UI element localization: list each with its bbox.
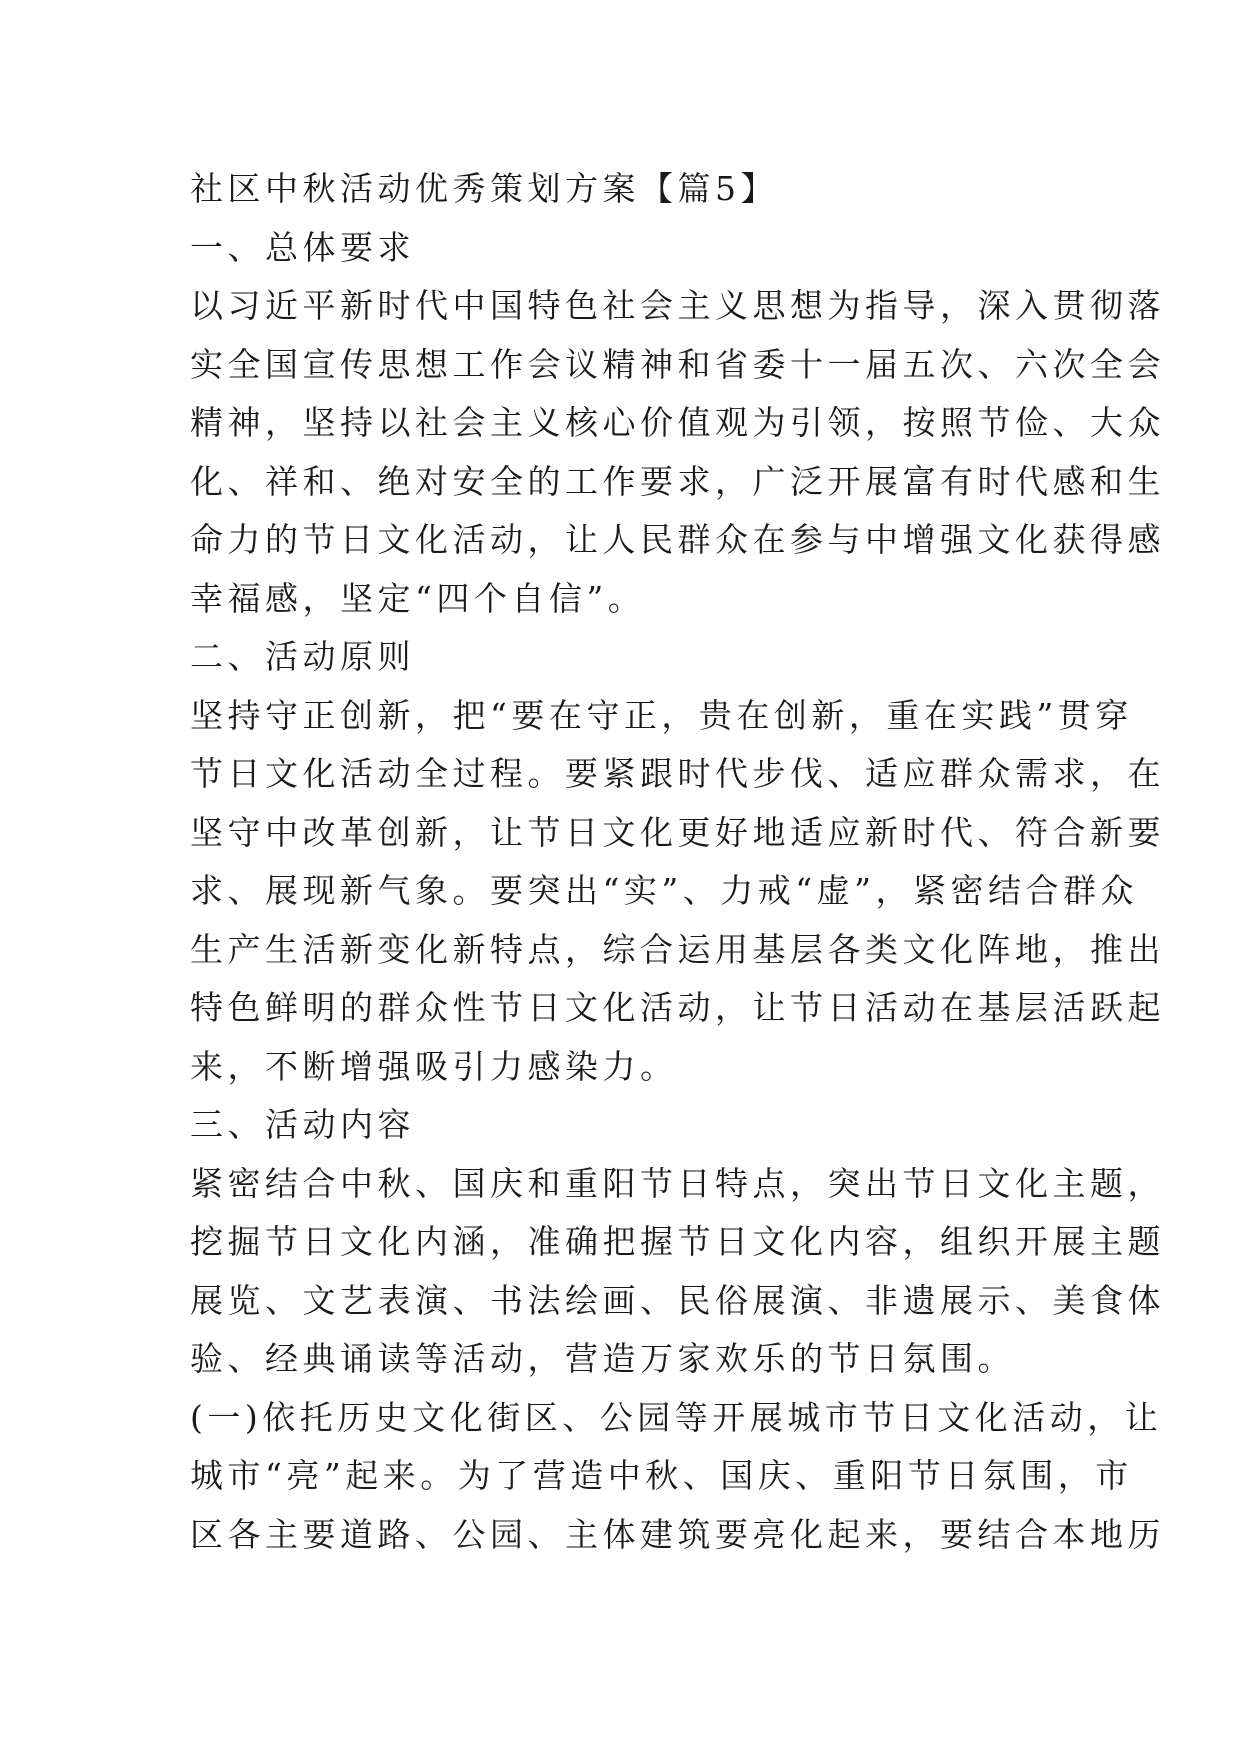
paragraph-line: 精神，坚持以社会主义核心价值观为引领，按照节俭、大众 (190, 403, 1165, 442)
section-heading-1: 一、总体要求 (190, 227, 415, 267)
paragraph-line: 命力的节日文化活动，让人民群众在参与中增强文化获得感 (190, 520, 1165, 559)
paragraph-line: 挖掘节日文化内涵，准确把握节日文化内容，组织开展主题 (190, 1222, 1165, 1261)
paragraph-line: 生产生活新变化新特点，综合运用基层各类文化阵地，推出 (190, 929, 1165, 969)
paragraph-line: (一)依托历史文化街区、公园等开展城市节日文化活动，让 (190, 1397, 1163, 1437)
paragraph-line: 城市“亮”起来。为了营造中秋、国庆、重阳节日氛围，市 (190, 1456, 1133, 1495)
paragraph-line: 幸福感，坚定“四个自信”。 (190, 578, 646, 618)
paragraph-line: 区各主要道路、公园、主体建筑要亮化起来，要结合本地历 (190, 1514, 1165, 1554)
paragraph-line: 化、祥和、绝对安全的工作要求，广泛开展富有时代感和生 (190, 461, 1165, 501)
paragraph-line: 实全国宣传思想工作会议精神和省委十一届五次、六次全会 (190, 344, 1165, 384)
paragraph-line: 来，不断增强吸引力感染力。 (190, 1046, 678, 1086)
paragraph-line: 展览、文艺表演、书法绘画、民俗展演、非遗展示、美食体 (190, 1280, 1165, 1320)
paragraph-line: 验、经典诵读等活动，营造万家欢乐的节日氛围。 (190, 1339, 1015, 1378)
paragraph-line: 以习近平新时代中国特色社会主义思想为指导，深入贯彻落 (190, 286, 1165, 325)
document-title: 社区中秋活动优秀策划方案【篇5】 (190, 169, 778, 208)
paragraph-line: 坚守中改革创新，让节日文化更好地适应新时代、符合新要 (190, 812, 1165, 852)
document-body (190, 160, 1165, 1564)
paragraph-line: 特色鲜明的群众性节日文化活动，让节日活动在基层活跃起 (190, 988, 1165, 1027)
paragraph-line: 紧密结合中秋、国庆和重阳节日特点，突出节日文化主题， (190, 1163, 1165, 1203)
paragraph-line: 节日文化活动全过程。要紧跟时代步伐、适应群众需求，在 (190, 754, 1165, 793)
section-heading-3: 三、活动内容 (190, 1105, 415, 1144)
paragraph-line: 求、展现新气象。要突出“实”、力戒“虚”，紧密结合群众 (190, 871, 1138, 910)
section-heading-2: 二、活动原则 (190, 637, 415, 676)
paragraph-line: 坚持守正创新，把“要在守正，贵在创新，重在实践”贯穿 (190, 695, 1133, 735)
